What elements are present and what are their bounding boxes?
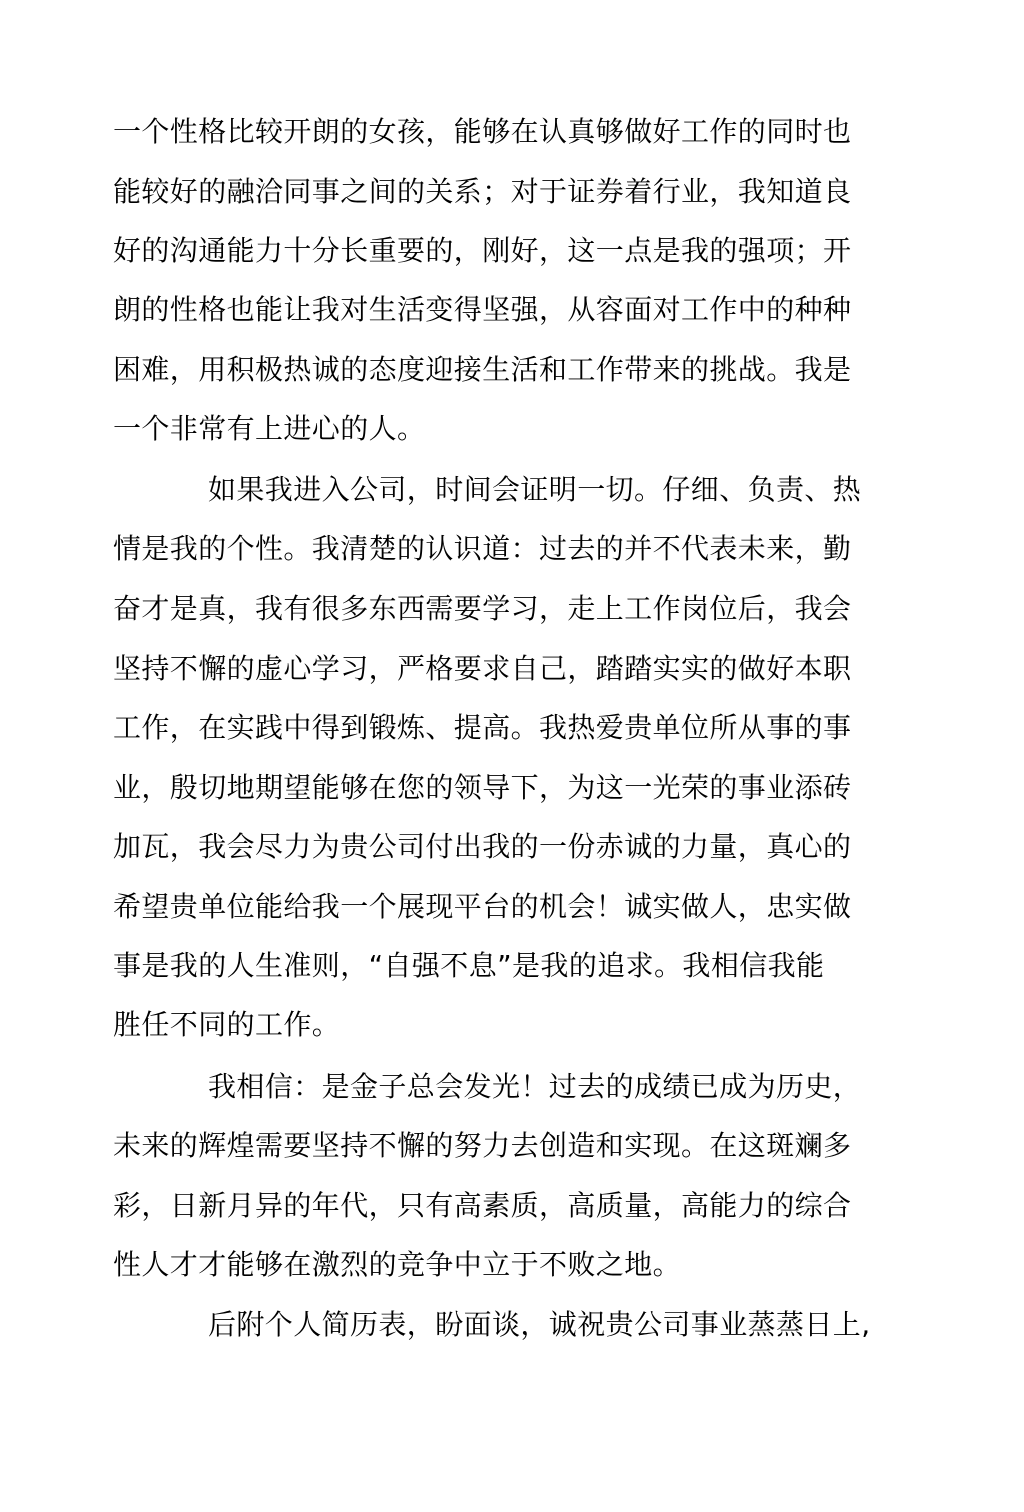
paragraph-first-line: 我相信：是金子总会发光！过去的成绩已成为历史，: [208, 1070, 862, 1103]
text-line: 业，殷切地期望能够在您的领导下，为这一光荣的事业添砖: [113, 771, 852, 804]
paragraph-first-line: 如果我进入公司，时间会证明一切。仔细、负责、热: [208, 473, 862, 506]
text-line: 性人才才能够在激烈的竞争中立于不败之地。: [113, 1248, 682, 1281]
text-line: 工作，在实践中得到锻炼、提高。我热爱贵单位所从事的事: [113, 711, 852, 744]
text-line: 未来的辉煌需要坚持不懈的努力去创造和实现。在这斑斓多: [113, 1129, 852, 1162]
text-line: 坚持不懈的虚心学习，严格要求自己，踏踏实实的做好本职: [113, 652, 852, 685]
text-line: 彩，日新月异的年代，只有高素质，高质量，高能力的综合: [113, 1189, 852, 1222]
text-line: 事是我的人生准则，“自强不息”是我的追求。我相信我能: [113, 949, 825, 982]
text-line: 奋才是真，我有很多东西需要学习，走上工作岗位后，我会: [113, 592, 852, 625]
text-line: 朗的性格也能让我对生活变得坚强，从容面对工作中的种种: [113, 293, 852, 326]
text-line: 加瓦，我会尽力为贵公司付出我的一份赤诚的力量，真心的: [113, 830, 852, 863]
text-line: 能较好的融洽同事之间的关系；对于证券着行业，我知道良: [113, 175, 852, 208]
text-line: 情是我的个性。我清楚的认识道：过去的并不代表未来，勤: [113, 532, 852, 565]
text-line: 希望贵单位能给我一个展现平台的机会！诚实做人，忠实做: [113, 890, 852, 923]
text-line: 一个非常有上进心的人。: [113, 412, 426, 445]
text-line: 困难，用积极热诚的态度迎接生活和工作带来的挑战。我是: [113, 353, 852, 386]
text-line: 好的沟通能力十分长重要的，刚好，这一点是我的强项；开: [113, 234, 852, 267]
paragraph-first-line: 后附个人简历表，盼面谈，诚祝贵公司事业蒸蒸日上,: [208, 1308, 871, 1341]
text-line: 胜任不同的工作。: [113, 1008, 341, 1041]
text-line: 一个性格比较开朗的女孩，能够在认真够做好工作的同时也: [113, 115, 852, 148]
